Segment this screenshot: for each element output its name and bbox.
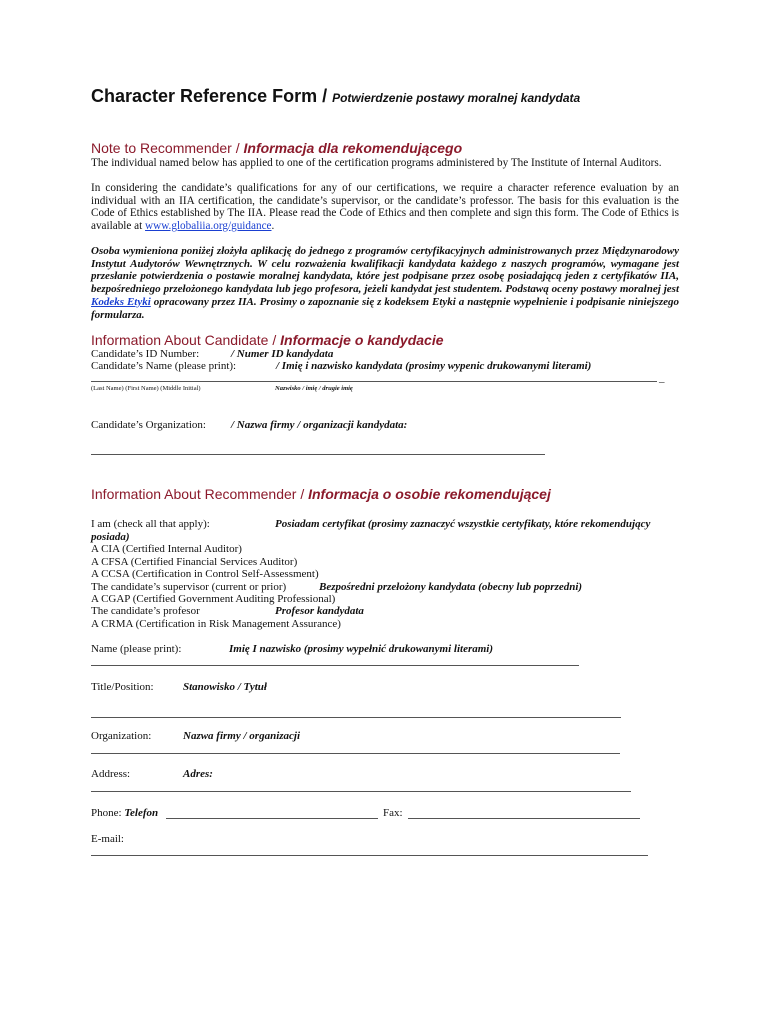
- rec-address-label-pl: Adres:: [183, 768, 213, 780]
- note-heading: [91, 140, 462, 156]
- rec-title-line[interactable]: [91, 717, 621, 718]
- option-profesor-pl: Profesor kandydata: [275, 605, 364, 617]
- rec-name-line[interactable]: [91, 665, 579, 666]
- candidate-name-subcaption: (Last Name) (First Name) (Middle Initial): [91, 385, 201, 392]
- candidate-name-label-pl: / Imię i nazwisko kandydata (prosimy wypenic drukowanymi literami): [276, 360, 592, 372]
- rec-title-label-pl: Stanowisko / Tytuł: [183, 681, 267, 693]
- note-heading-pl: Informacja dla rekomendującego: [243, 140, 463, 156]
- candidate-id-label: Candidate’s ID Number:: [91, 348, 200, 360]
- title-sub: Potwierdzenie postawy moralnej kandydata: [332, 91, 581, 105]
- candidate-heading: [91, 332, 444, 348]
- title-main: Character Reference Form /: [91, 86, 333, 106]
- check-label-pl-cont: posiada): [91, 531, 130, 543]
- phone-label-en: Phone:: [91, 807, 125, 819]
- check-label-pl: Posiadam certyfikat (prosimy zaznaczyć wszystkie certyfikaty, które rekomendujący: [275, 518, 651, 530]
- candidate-name-line[interactable]: [91, 381, 657, 382]
- candidate-name-label: Candidate’s Name (please print):: [91, 360, 237, 372]
- phone-label-pl: Telefon: [124, 807, 159, 819]
- recommender-heading-pl: Informacja o osobie rekomendującej: [308, 486, 551, 502]
- note-para1: The individual named below has applied to one of the certification programs administered by The Institute of Internal Auditors.: [91, 157, 662, 169]
- candidate-org-label-pl: / Nazwa firmy / organizacji kandydata:: [231, 419, 408, 431]
- note-polish-text: Osoba wymieniona poniżej złożyła aplikację do jednego z programów certyfikacyjnych administrowanych przez Międzynarodowy Instytut Audytorów Wewnętrznych. W celu rozważenia kwalifikacji kandydata każdego z naszych programów, wymagane jest przesłanie potwierdzenia o postawie moralnej kandydata, które jest podpisane przez osobę posiadającą jeden z certyfikatów IIA, bezpośredniego przełożonego kandydata lub jego profesora, jeżeli kandydat jest studentem. Podstawą oceny postawy moralnej jest: [91, 245, 679, 296]
- rec-phone-label: [91, 807, 158, 819]
- option-supervisor[interactable]: The candidate’s supervisor (current or prior): [91, 581, 287, 593]
- rec-email-label: E-mail:: [91, 833, 124, 845]
- note-polish: [91, 245, 679, 321]
- rec-org-label-pl: Nazwa firmy / organizacji: [183, 730, 301, 742]
- rec-address-line[interactable]: [91, 791, 631, 792]
- guidance-link[interactable]: www.globaliia.org/guidance: [145, 219, 272, 232]
- option-cfsa[interactable]: A CFSA (Certified Financial Services Auditor): [91, 556, 298, 568]
- candidate-heading-en: Information About Candidate /: [91, 332, 281, 348]
- option-crma[interactable]: A CRMA (Certification in Risk Management Assurance): [91, 618, 341, 630]
- rec-address-label: Address:: [91, 768, 131, 780]
- option-cia[interactable]: A CIA (Certified Internal Auditor): [91, 543, 242, 555]
- recommender-heading: [91, 486, 551, 502]
- option-cgap[interactable]: A CGAP (Certified Government Auditing Professional): [91, 593, 336, 605]
- candidate-heading-pl: Informacje o kandydacie: [280, 332, 444, 348]
- code-of-ethics-link[interactable]: Kodeks Etyki: [91, 295, 151, 308]
- rec-name-label: Name (please print):: [91, 643, 182, 655]
- candidate-id-label-pl: / Numer ID kandydata: [231, 348, 334, 360]
- rec-email-line[interactable]: [91, 855, 648, 856]
- rec-name-label-pl: Imię I nazwisko (prosimy wypełnić drukowanymi literami): [229, 643, 494, 655]
- note-polish-end: opracowany przez IIA. Prosimy o zapoznanie się z kodeksem Etyki a następnie wypełnienie i podpisanie niniejszego formularza.: [91, 295, 679, 321]
- candidate-org-label: Candidate’s Organization:: [91, 419, 206, 431]
- rec-title-label: Title/Position:: [91, 681, 154, 693]
- rec-org-label: Organization:: [91, 730, 152, 742]
- candidate-name-line-trail: _: [659, 372, 665, 384]
- page-title: [91, 86, 580, 107]
- note-para2-text: In considering the candidate’s qualifications for any of our certifications, we require a character reference evaluation by an individual with an IIA certification, the candidate’s supervisor, or the candidate’s professor. The basis for this evaluation is the Code of Ethics established by The IIA. Please read the Code of Ethics and then complete and sign this form. The Code of Ethics is available at: [91, 182, 679, 232]
- rec-phone-line[interactable]: [166, 818, 378, 819]
- note-heading-en: Note to Recommender /: [91, 140, 244, 156]
- rec-fax-line[interactable]: [408, 818, 640, 819]
- option-profesor[interactable]: The candidate’s profesor: [91, 605, 200, 617]
- candidate-org-line[interactable]: [91, 454, 545, 455]
- candidate-name-subcaption-pl: Nazwisko / imię / drugie imię: [275, 385, 353, 392]
- note-para2: [91, 182, 679, 232]
- rec-fax-label: Fax:: [383, 807, 403, 819]
- check-label: I am (check all that apply):: [91, 518, 210, 530]
- option-supervisor-pl: Bezpośredni przełożony kandydata (obecny lub poprzedni): [319, 581, 583, 593]
- rec-org-line[interactable]: [91, 753, 620, 754]
- option-ccsa[interactable]: A CCSA (Certification in Control Self-Assessment): [91, 568, 319, 580]
- note-para2-end: .: [271, 219, 275, 232]
- recommender-heading-en: Information About Recommender /: [91, 486, 309, 502]
